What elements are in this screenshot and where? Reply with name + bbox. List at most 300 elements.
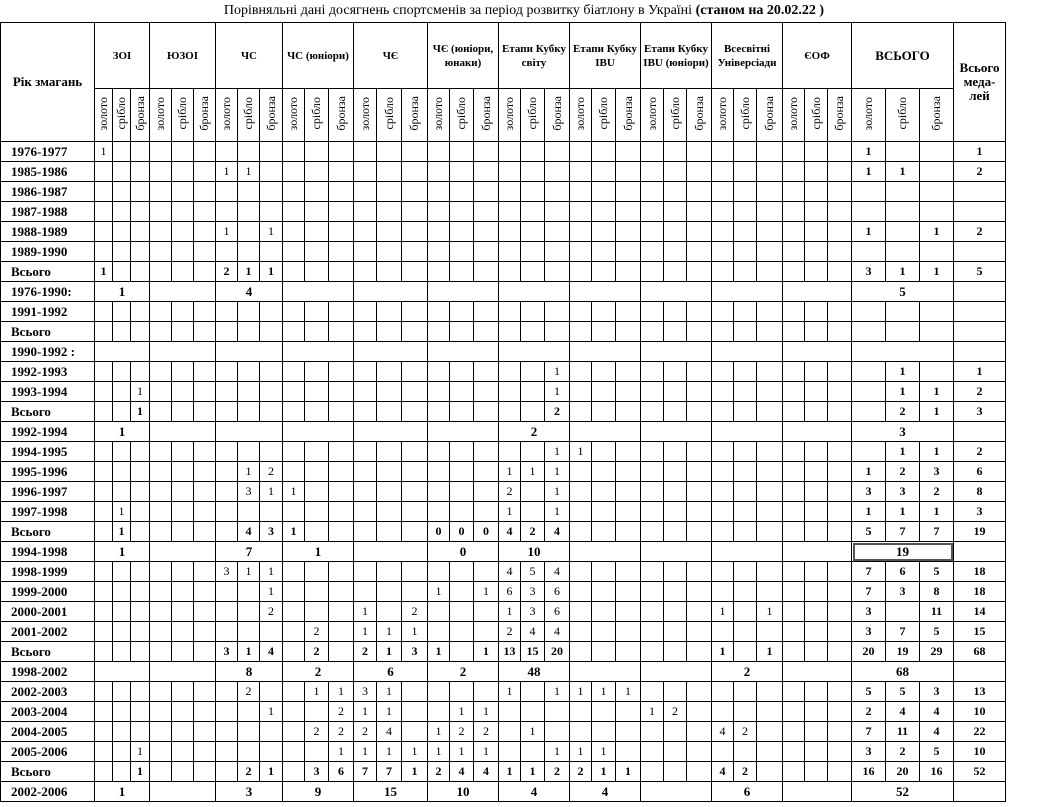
medal-count-cell [216,622,238,642]
medal-count-cell [521,222,545,242]
medal-type-label: срібло [895,97,909,130]
group-header: ЧС [216,23,283,89]
medal-count-cell: 2 [570,762,592,782]
medal-count-cell: 1 [545,502,570,522]
medal-count-cell [545,162,570,182]
season-row [1,242,1006,262]
medal-count-cell [216,522,238,542]
medal-count-cell: 1 [113,522,131,542]
medal-count-cell [499,202,521,222]
medal-count-cell [664,642,687,662]
total-medals-cell: 52 [954,762,1006,782]
medal-count-cell [474,322,499,342]
medal-count-cell [570,602,592,622]
medal-count-cell [641,642,664,662]
period-total-cell: 2 [283,662,354,682]
medal-count-cell [570,462,592,482]
medal-count-cell [886,302,920,322]
medal-count-cell [592,462,616,482]
medal-count-cell [664,742,687,762]
medal-count-cell: 1 [886,502,920,522]
medal-count-cell [113,462,131,482]
medal-count-cell: 4 [712,722,734,742]
medal-count-cell [592,142,616,162]
title-date: (станом на 20.02.22 ) [695,3,825,18]
medal-count-cell [402,182,428,202]
medal-count-cell [499,142,521,162]
medal-count-cell [521,742,545,762]
medal-count-cell [805,382,828,402]
total-medals-cell: 15 [954,622,1006,642]
medal-count-cell [113,742,131,762]
medal-count-cell [131,602,150,622]
period-total-cell: 9 [283,782,354,802]
medal-type-header [238,89,260,142]
medal-count-cell [428,602,450,622]
medal-count-cell [428,222,450,242]
medal-count-cell [283,302,305,322]
medal-count-cell [260,302,283,322]
medal-count-cell [194,222,216,242]
medal-count-cell [687,162,712,182]
medal-count-cell [428,242,450,262]
medal-count-cell [828,762,852,782]
medal-count-cell [734,602,757,622]
medal-count-cell [592,322,616,342]
medal-count-cell [499,182,521,202]
medal-count-cell: 1 [216,162,238,182]
medal-count-cell [757,682,783,702]
medal-count-cell [377,162,402,182]
group-header: ВСЬОГО [852,23,954,89]
medal-count-cell: 2 [521,522,545,542]
period-total-cell [712,342,783,362]
row-label: 1990-1992 : [1,342,95,362]
medal-count-cell: 1 [886,262,920,282]
medal-count-cell [113,202,131,222]
medal-type-header [377,89,402,142]
medal-count-cell [712,362,734,382]
medal-count-cell [194,262,216,282]
medal-count-cell: 1 [354,622,377,642]
medal-count-cell [283,762,305,782]
medal-count-cell: 2 [545,402,570,422]
medal-count-cell [377,362,402,382]
medal-count-cell [260,442,283,462]
medal-count-cell [641,502,664,522]
medal-count-cell [354,482,377,502]
medal-count-cell [305,462,329,482]
medal-count-cell [592,162,616,182]
medal-count-cell [377,582,402,602]
period-total-cell: 10 [499,542,570,562]
total-medals-cell [954,242,1006,262]
medal-count-cell [712,702,734,722]
medal-type-label: золото [286,96,300,131]
medal-count-cell [734,742,757,762]
medal-count-cell [852,382,886,402]
medal-type-header [570,89,592,142]
medal-count-cell [641,402,664,422]
medal-count-cell [712,202,734,222]
medal-count-cell [757,402,783,422]
medal-count-cell [616,702,641,722]
medal-count-cell [238,322,260,342]
medal-count-cell [828,202,852,222]
medal-count-cell: 1 [852,502,886,522]
medal-count-cell [570,322,592,342]
medal-count-cell [828,222,852,242]
medal-count-cell [545,182,570,202]
medal-count-cell [687,642,712,662]
medal-count-cell [805,402,828,422]
medal-type-header [260,89,283,142]
medal-count-cell [499,262,521,282]
season-row [1,702,1006,722]
medal-count-cell [521,142,545,162]
medal-count-cell [402,702,428,722]
period-total-cell [641,422,712,442]
season-row [1,462,1006,482]
medal-count-cell [734,502,757,522]
medal-count-cell [734,182,757,202]
period-total-cell [428,422,499,442]
period-total-cell [783,782,852,802]
medal-count-cell [194,362,216,382]
medal-count-cell [329,262,354,282]
medal-count-cell [757,722,783,742]
medal-count-cell [570,142,592,162]
medal-type-label: срібло [596,97,610,130]
medal-type-label: золото [644,96,659,131]
medal-count-cell: 1 [474,582,499,602]
medal-count-cell: 1 [641,702,664,722]
medal-count-cell [828,722,852,742]
period-summary-row [1,282,1006,302]
medal-count-cell [641,742,664,762]
medal-count-cell [283,622,305,642]
row-label: 1991-1992 [1,302,95,322]
medal-count-cell: 7 [852,722,886,742]
season-row [1,502,1006,522]
medal-count-cell [238,742,260,762]
medal-count-cell [734,562,757,582]
medal-count-cell: 4 [499,562,521,582]
medal-count-cell: 5 [521,562,545,582]
medal-count-cell: 2 [260,462,283,482]
medal-type-label: срібло [454,97,468,130]
medal-count-cell [852,182,886,202]
medal-count-cell [113,622,131,642]
medal-count-cell [757,202,783,222]
medal-count-cell: 1 [238,462,260,482]
medal-count-cell [305,562,329,582]
period-summary-row [1,342,1006,362]
medal-count-cell: 1 [886,162,920,182]
medal-count-cell [664,482,687,502]
medal-count-cell [828,142,852,162]
medal-count-cell [886,182,920,202]
medal-count-cell [570,702,592,722]
period-total-cell: 2 [712,662,783,682]
medal-count-cell [828,682,852,702]
medal-count-cell [712,442,734,462]
medal-count-cell [499,362,521,382]
medal-count-cell [641,222,664,242]
medal-count-cell [428,622,450,642]
period-total-cell [216,342,283,362]
medal-count-cell: 2 [664,702,687,722]
medal-count-cell: 4 [474,762,499,782]
medal-count-cell: 3 [920,462,954,482]
medal-count-cell [402,502,428,522]
period-total-cell: 2 [428,662,499,682]
medal-count-cell [283,402,305,422]
medal-count-cell: 1 [260,562,283,582]
medal-count-cell: 1 [305,682,329,702]
medal-count-cell [783,242,805,262]
medal-count-cell [474,362,499,382]
medal-count-cell [783,722,805,742]
medal-type-header [474,89,499,142]
medal-count-cell: 1 [377,742,402,762]
medal-count-cell [474,462,499,482]
medal-count-cell [113,162,131,182]
medal-count-cell [616,202,641,222]
medal-type-header [450,89,474,142]
medal-type-header [305,89,329,142]
medal-count-cell [172,302,194,322]
period-total-cell [150,342,216,362]
medal-count-cell [428,462,450,482]
medal-count-cell: 7 [852,582,886,602]
medal-count-cell [172,482,194,502]
medal-count-cell [474,502,499,522]
medal-count-cell: 1 [545,442,570,462]
medal-count-cell [616,622,641,642]
medal-count-cell [687,462,712,482]
medal-type-label: срібло [808,97,823,130]
medal-count-cell [499,302,521,322]
medal-count-cell [377,562,402,582]
medal-count-cell [216,682,238,702]
medal-count-cell [377,502,402,522]
period-total-cell [783,342,852,362]
medal-count-cell [616,322,641,342]
medal-count-cell [329,502,354,522]
medal-count-cell [592,522,616,542]
medal-count-cell: 2 [852,702,886,722]
total-row [1,642,1006,662]
medal-count-cell [687,242,712,262]
medal-count-cell: 13 [499,642,521,662]
medal-count-cell [329,222,354,242]
medal-count-cell [757,322,783,342]
medal-count-cell [428,402,450,422]
row-label: 1998-2002 [1,662,95,682]
period-summary-row [1,782,1006,802]
row-label: 2003-2004 [1,702,95,722]
medal-count-cell: 1 [757,602,783,622]
medal-count-cell [194,642,216,662]
medal-count-cell [354,382,377,402]
medal-count-cell: 4 [521,622,545,642]
medal-count-cell: 4 [886,702,920,722]
medal-count-cell [131,302,150,322]
medal-count-cell [805,582,828,602]
medal-count-cell [150,402,172,422]
medal-count-cell [131,442,150,462]
medal-count-cell [354,242,377,262]
medal-count-cell [131,682,150,702]
medal-count-cell [757,442,783,462]
medal-count-cell [238,182,260,202]
medal-count-cell [95,582,113,602]
medal-count-cell: 1 [920,442,954,462]
medal-count-cell [545,222,570,242]
medal-count-cell: 1 [450,742,474,762]
medal-count-cell: 1 [238,642,260,662]
medal-count-cell [329,202,354,222]
row-label: 1988-1989 [1,222,95,242]
period-total-cell [641,282,712,302]
medal-count-cell [920,322,954,342]
medal-count-cell [377,242,402,262]
row-label: 2004-2005 [1,722,95,742]
total-medals-cell: 1 [954,362,1006,382]
medal-count-cell: 2 [886,402,920,422]
total-row [1,522,1006,542]
medal-count-cell [150,702,172,722]
row-label: 1986-1987 [1,182,95,202]
medal-count-cell: 1 [545,362,570,382]
medal-count-cell [260,742,283,762]
medal-count-cell: 20 [545,642,570,662]
medal-count-cell [828,642,852,662]
medal-count-cell: 2 [499,482,521,502]
medal-count-cell [570,162,592,182]
medal-count-cell [194,722,216,742]
medal-count-cell [194,602,216,622]
medal-count-cell: 0 [474,522,499,542]
medal-count-cell [641,182,664,202]
row-label: 1976-1990: [1,282,95,302]
medal-count-cell: 5 [886,682,920,702]
medal-count-cell [734,302,757,322]
medal-count-cell: 2 [305,722,329,742]
medal-count-cell [402,682,428,702]
medal-count-cell [150,682,172,702]
medal-count-cell [238,302,260,322]
season-row [1,162,1006,182]
medal-count-cell [570,582,592,602]
medal-count-cell [570,362,592,382]
medal-count-cell [805,462,828,482]
medal-count-cell: 1 [260,262,283,282]
medal-count-cell [150,182,172,202]
medal-count-cell: 1 [216,222,238,242]
medal-count-cell [95,642,113,662]
medal-count-cell [474,142,499,162]
medal-count-cell: 1 [238,562,260,582]
period-total-cell [641,782,712,802]
medal-count-cell: 3 [920,682,954,702]
medal-count-cell [641,722,664,742]
medal-count-cell [95,242,113,262]
medal-count-cell [828,562,852,582]
medal-count-cell [113,762,131,782]
medal-count-cell [131,322,150,342]
medal-count-cell: 1 [95,262,113,282]
total-medals-cell: 1 [954,142,1006,162]
medal-type-label: золото [861,96,875,131]
medal-type-label: золото [502,96,516,131]
medal-count-cell: 3 [852,622,886,642]
medal-count-cell [783,262,805,282]
medal-count-cell [354,402,377,422]
medal-count-cell [474,222,499,242]
medal-count-cell [616,722,641,742]
medal-count-cell [920,162,954,182]
medal-count-cell [664,462,687,482]
medal-count-cell [428,162,450,182]
medal-count-cell [260,382,283,402]
period-total-cell [150,782,216,802]
medal-count-cell [402,202,428,222]
medal-count-cell [521,262,545,282]
medal-count-cell: 1 [329,682,354,702]
period-total-cell: 1 [95,282,150,302]
medal-count-cell [592,202,616,222]
medal-count-cell [664,322,687,342]
medal-count-cell [545,262,570,282]
medal-count-cell [521,202,545,222]
medal-count-cell: 1 [499,502,521,522]
medal-count-cell [238,582,260,602]
medal-count-cell [828,482,852,502]
medal-count-cell [305,322,329,342]
medal-count-cell [113,442,131,462]
medal-count-cell [150,302,172,322]
medal-count-cell [305,262,329,282]
medal-count-cell [545,302,570,322]
medal-count-cell [450,502,474,522]
total-medals-cell [954,322,1006,342]
group-header: ЮЗОІ [150,23,216,89]
medal-count-cell: 7 [886,522,920,542]
medal-count-cell [283,202,305,222]
medal-count-cell [641,562,664,582]
total-medals-cell: 3 [954,502,1006,522]
medal-count-cell: 1 [377,642,402,662]
medal-type-label: срібло [381,97,396,130]
medal-count-cell [113,362,131,382]
medal-count-cell: 3 [402,642,428,662]
medal-count-cell [641,622,664,642]
medal-count-cell [474,262,499,282]
medal-count-cell [641,382,664,402]
medal-count-cell [450,362,474,382]
medal-count-cell [920,302,954,322]
medal-count-cell [428,302,450,322]
medal-count-cell [194,562,216,582]
medal-count-cell [664,302,687,322]
medal-count-cell [570,622,592,642]
medal-count-cell [474,242,499,262]
medal-count-cell: 1 [354,742,377,762]
row-label: 1998-1999 [1,562,95,582]
period-total-cell: 4 [570,782,641,802]
